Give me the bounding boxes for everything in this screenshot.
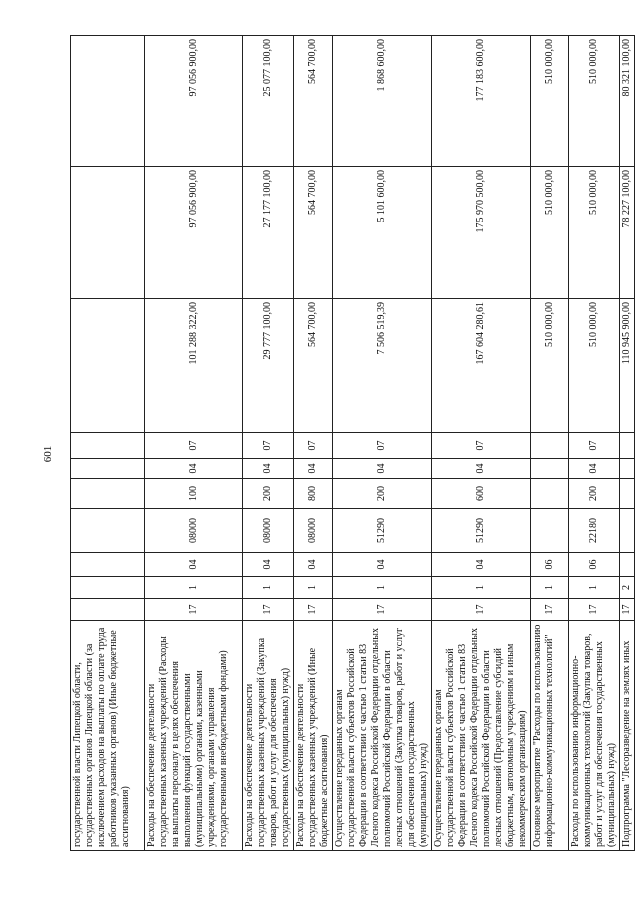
- table-row: [243, 36, 294, 851]
- code-cell: 04: [294, 459, 333, 479]
- amount-cell: 510 000,00: [569, 299, 620, 433]
- code-cell: 17: [243, 599, 294, 621]
- code-cell: 800: [294, 479, 333, 509]
- rotated-page-area: [70, 36, 632, 851]
- code-cell: 17: [333, 599, 432, 621]
- code-cell: 04: [333, 553, 432, 577]
- amount-cell: 510 000,00: [531, 167, 569, 299]
- code-cell: 1: [145, 577, 243, 599]
- code-cell: 1: [569, 577, 620, 599]
- row-description: Осуществление переданных органам государственной власти субъектов Российской Федерации в соответствии с частью 1 статьи 83 Лесного кодекса Российской Федерации отдельных полномочий Российской Федерации в области лесных отношений (Закупка товаров, работ и услуг для обеспечения государственных (муниципальных) нужд): [333, 621, 432, 851]
- amount-cell: 7 506 519,39: [333, 299, 432, 433]
- amount-cell: 510 000,00: [531, 36, 569, 167]
- page-number: 601: [42, 445, 54, 463]
- table-row: [531, 36, 569, 851]
- budget-table: [70, 35, 635, 851]
- code-cell: [71, 459, 145, 479]
- code-cell: 04: [145, 553, 243, 577]
- table-row: [569, 36, 620, 851]
- code-cell: [620, 553, 635, 577]
- row-description: Осуществление переданных органам государственной власти субъектов Российской Федерации в соответствии с частью 1 статьи 83 Лесного кодекса Российской Федерации отдельных полномочий Российской Федерации в области лесных отношений (Предоставление субсидий бюджетным, автономным учреждениям и иным некоммерческим организациям): [432, 621, 531, 851]
- amount-cell: 564 700,00: [294, 167, 333, 299]
- code-cell: 1: [294, 577, 333, 599]
- code-cell: 1: [432, 577, 531, 599]
- code-cell: 17: [620, 599, 635, 621]
- amount-cell: 78 227 100,00: [620, 167, 635, 299]
- code-cell: [531, 459, 569, 479]
- code-cell: 200: [569, 479, 620, 509]
- code-cell: 200: [243, 479, 294, 509]
- code-cell: [71, 509, 145, 553]
- code-cell: 22180: [569, 509, 620, 553]
- code-cell: [71, 577, 145, 599]
- code-cell: 1: [243, 577, 294, 599]
- amount-cell: 5 101 600,00: [333, 167, 432, 299]
- row-description: Основное мероприятие "Расходы по использованию информационно-коммуникационных технологий": [531, 621, 569, 851]
- row-description: государственной власти Липецкой области, государственных органов Липецкой области (за исключением расходов на выплаты по оплате труда работников указанных органов) (Иные бюджетные ассигнования): [71, 621, 145, 851]
- amount-cell: 80 321 100,00: [620, 36, 635, 167]
- code-cell: 07: [294, 433, 333, 459]
- code-cell: 100: [145, 479, 243, 509]
- table-row: [71, 36, 145, 851]
- amount-cell: 167 604 280,61: [432, 299, 531, 433]
- code-cell: 04: [243, 553, 294, 577]
- amount-cell: [71, 36, 145, 167]
- table-row: [432, 36, 531, 851]
- amount-cell: 25 077 100,00: [243, 36, 294, 167]
- code-cell: [620, 433, 635, 459]
- code-cell: 51290: [432, 509, 531, 553]
- amount-cell: 97 056 900,00: [145, 167, 243, 299]
- code-cell: 08000: [145, 509, 243, 553]
- amount-cell: 510 000,00: [531, 299, 569, 433]
- code-cell: 17: [569, 599, 620, 621]
- code-cell: 51290: [333, 509, 432, 553]
- amount-cell: [71, 299, 145, 433]
- amount-cell: 175 970 500,00: [432, 167, 531, 299]
- row-description: Расходы на обеспечение деятельности государственных казенных учреждений (Иные бюджетные ассигнования): [294, 621, 333, 851]
- code-cell: [620, 479, 635, 509]
- code-cell: 04: [243, 459, 294, 479]
- rotated-table-container: [70, 36, 632, 851]
- code-cell: 2: [620, 577, 635, 599]
- code-cell: [620, 509, 635, 553]
- amount-cell: 97 056 900,00: [145, 36, 243, 167]
- code-cell: 17: [531, 599, 569, 621]
- code-cell: 17: [294, 599, 333, 621]
- code-cell: 08000: [294, 509, 333, 553]
- amount-cell: 564 700,00: [294, 36, 333, 167]
- code-cell: 06: [531, 553, 569, 577]
- code-cell: [71, 599, 145, 621]
- code-cell: 600: [432, 479, 531, 509]
- code-cell: 04: [432, 553, 531, 577]
- amount-cell: 564 700,00: [294, 299, 333, 433]
- code-cell: 17: [432, 599, 531, 621]
- amount-cell: 27 177 100,00: [243, 167, 294, 299]
- amount-cell: 29 777 100,00: [243, 299, 294, 433]
- amount-cell: 177 183 600,00: [432, 36, 531, 167]
- table-row: [294, 36, 333, 851]
- code-cell: 08000: [243, 509, 294, 553]
- code-cell: 04: [333, 459, 432, 479]
- amount-cell: 510 000,00: [569, 167, 620, 299]
- code-cell: [71, 433, 145, 459]
- table-row: [145, 36, 243, 851]
- row-description: Расходы по использованию информационно-коммуникационных технологий (Закупка товаров, работ и услуг для обеспечения государственных (муниципальных) нужд): [569, 621, 620, 851]
- code-cell: 17: [145, 599, 243, 621]
- code-cell: 04: [145, 459, 243, 479]
- code-cell: [531, 479, 569, 509]
- row-description: Расходы на обеспечение деятельности государственных казенных учреждений (Закупка товаров, работ и услуг для обеспечения государственных (муниципальных) нужд): [243, 621, 294, 851]
- code-cell: [71, 479, 145, 509]
- amount-cell: 510 000,00: [569, 36, 620, 167]
- code-cell: 200: [333, 479, 432, 509]
- code-cell: 1: [531, 577, 569, 599]
- amount-cell: [71, 167, 145, 299]
- code-cell: 06: [569, 553, 620, 577]
- code-cell: 04: [294, 553, 333, 577]
- amount-cell: 101 288 322,00: [145, 299, 243, 433]
- code-cell: 04: [569, 459, 620, 479]
- code-cell: 07: [243, 433, 294, 459]
- code-cell: 07: [333, 433, 432, 459]
- code-cell: [531, 509, 569, 553]
- code-cell: 07: [569, 433, 620, 459]
- table-row: [620, 36, 635, 851]
- code-cell: 07: [432, 433, 531, 459]
- code-cell: 07: [145, 433, 243, 459]
- code-cell: [531, 433, 569, 459]
- row-description: Расходы на обеспечение деятельности государственных казенных учреждений (Расходы на выплаты персоналу в целях обеспечения выполнения функций государственными (муниципальными) органами, казенными учреждениями, органами управления государственными внебюджетными фондами): [145, 621, 243, 851]
- code-cell: 1: [333, 577, 432, 599]
- code-cell: [71, 553, 145, 577]
- amount-cell: 110 945 900,00: [620, 299, 635, 433]
- amount-cell: 1 868 600,00: [333, 36, 432, 167]
- row-description: Подпрограмма "Лесоразведение на землях иных: [620, 621, 635, 851]
- code-cell: 04: [432, 459, 531, 479]
- table-row: [333, 36, 432, 851]
- code-cell: [620, 459, 635, 479]
